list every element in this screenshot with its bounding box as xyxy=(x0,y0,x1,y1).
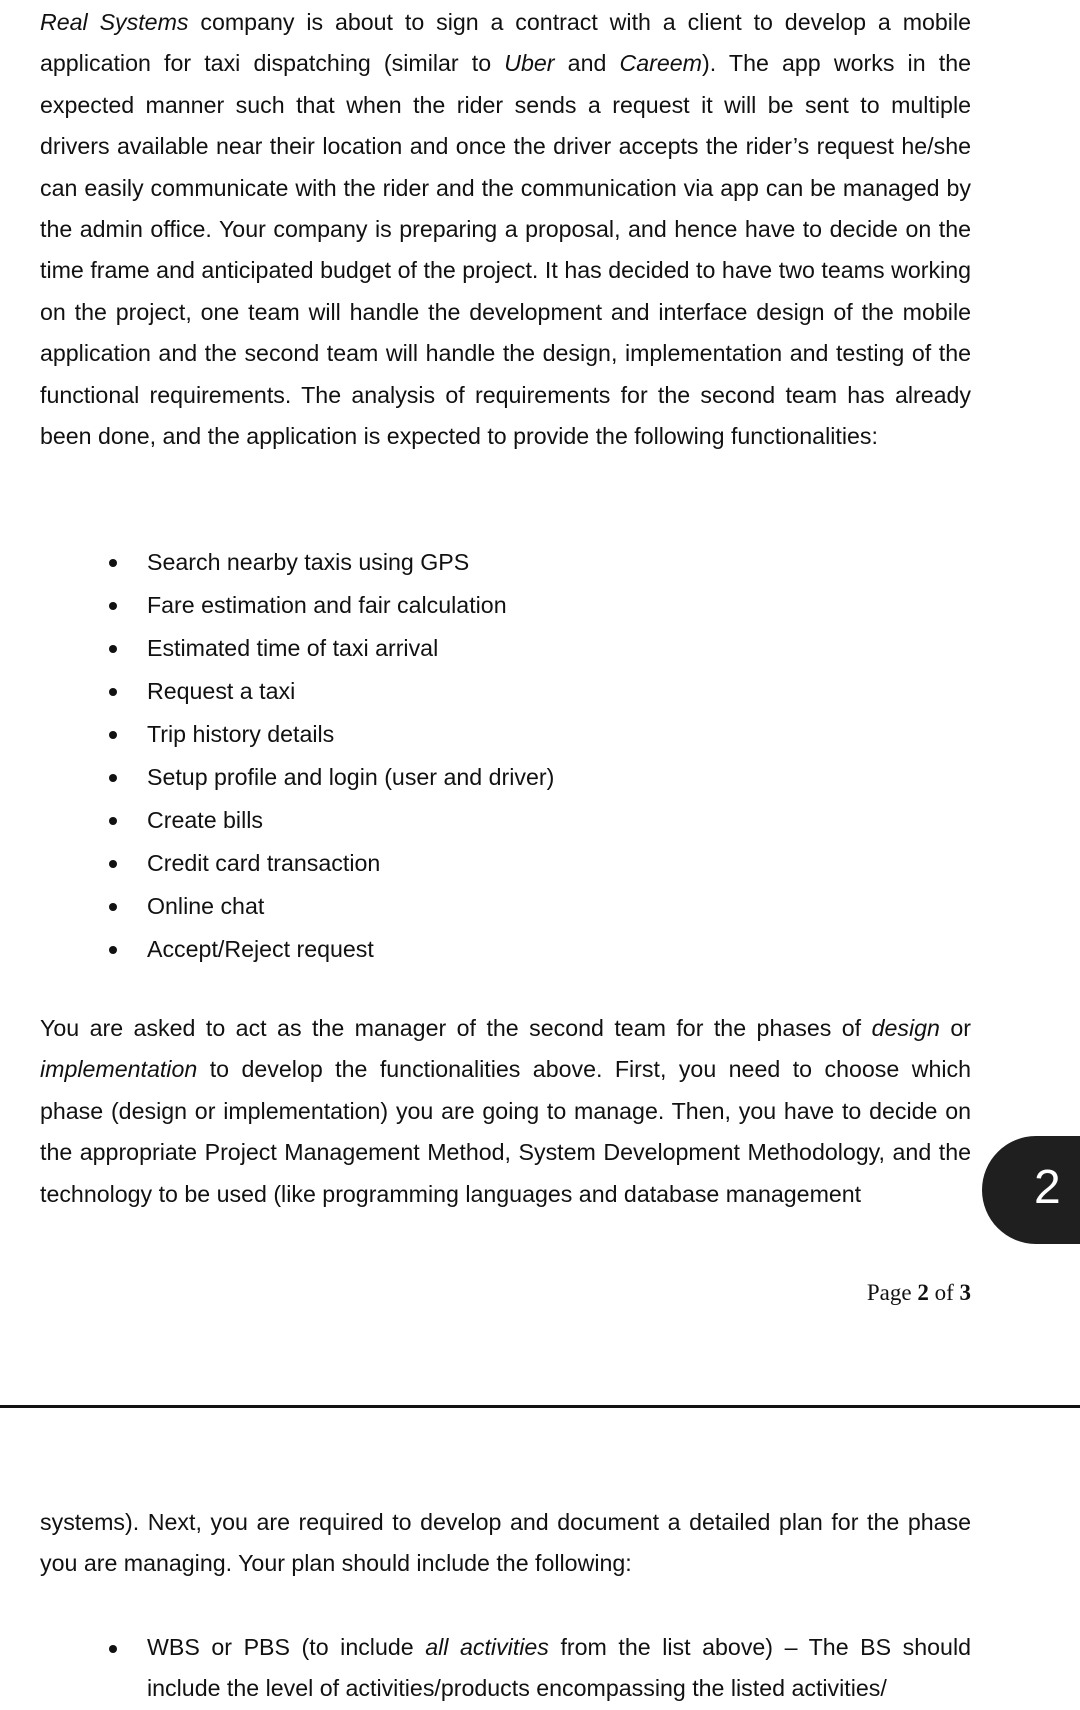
bullet-icon xyxy=(109,602,117,610)
phase-design: design xyxy=(871,1015,940,1041)
list-item-text: Estimated time of taxi arrival xyxy=(147,635,439,661)
bullet-icon xyxy=(109,817,117,825)
list-item-text: Setup profile and login (user and driver) xyxy=(147,764,555,790)
footer-total-pages: 3 xyxy=(959,1280,971,1305)
plan-emphasis: all activities xyxy=(425,1634,549,1660)
list-item-text: Create bills xyxy=(147,807,263,833)
list-item-text: Request a taxi xyxy=(147,678,296,704)
footer-middle: of xyxy=(928,1280,960,1305)
list-item-text: Accept/Reject request xyxy=(147,936,374,962)
list-item-text: Online chat xyxy=(147,893,265,919)
list-item xyxy=(0,541,900,584)
task-text-a: You are asked to act as the manager of the second team for the phases of xyxy=(40,1015,872,1041)
list-item xyxy=(0,928,900,971)
example-uber: Uber xyxy=(504,50,555,77)
list-item xyxy=(0,584,900,627)
plan-list-item-text xyxy=(147,1627,971,1710)
company-name: Real Systems xyxy=(40,9,189,35)
bullet-icon xyxy=(109,688,117,696)
footer-prefix: Page xyxy=(866,1280,918,1305)
continuation-paragraph: systems). Next, you are required to develop and document a detailed plan for the phase you are managing. Your plan should include the following: xyxy=(40,1509,971,1577)
bullet-icon xyxy=(109,731,117,739)
bullet-icon xyxy=(109,946,117,954)
list-item xyxy=(0,670,900,713)
list-item xyxy=(0,713,900,756)
intro-text-b: and xyxy=(554,50,620,77)
list-item xyxy=(0,756,900,799)
list-item-text: Fare estimation and fair calculation xyxy=(147,592,507,618)
intro-text-c: ). The app works in the expected manner such that when the rider sends a request it will be sent to multiple drivers available near their location and once the driver accepts the rider’s request he/she can easily communicate with the rider and the communication via app can be managed by the admin office. Your company is preparing a proposal, and hence have to decide on the time frame and anticipated budget of the project. It has decided to have two teams working on the project, one team will handle the development and interface design of the mobile application and the second team will handle the design, implementation and testing of the functional requirements. The analysis of requirements for the second team has already been done, and the application is expected to provide the following functionalities: xyxy=(40,50,971,450)
phase-implementation: implementation xyxy=(40,1056,198,1083)
list-item xyxy=(0,627,900,670)
list-item-text: Trip history details xyxy=(147,721,335,747)
intro-paragraph xyxy=(40,2,971,457)
page-number-tab-label: 2 xyxy=(1034,1161,1061,1214)
task-paragraph xyxy=(40,1008,971,1215)
intro-text-a: company is about to sign a contract with a client to develop a mobile application for taxi dispatching (similar to xyxy=(40,9,972,77)
list-item-text: Search nearby taxis using GPS xyxy=(147,549,470,575)
bullet-icon xyxy=(109,645,117,653)
example-careem: Careem xyxy=(619,50,703,77)
plan-text-a: WBS or PBS (to include xyxy=(147,1634,426,1660)
plan-text-b: from the list above) – The BS should include the level of activities/products encompassing the listed activities/ xyxy=(147,1634,971,1702)
task-text-c: to develop the functionalities above. First, you need to choose which phase (design or implementation) you are going to manage. Then, you have to decide on the appropriate Project Management Method, System Development Methodology, and the technology to be used (like programming languages and database management xyxy=(40,1056,971,1207)
bullet-icon xyxy=(109,1645,117,1653)
task-text-b: or xyxy=(939,1015,971,1041)
list-item xyxy=(0,799,900,842)
page-footer xyxy=(867,1278,971,1308)
page-number-tab[interactable] xyxy=(982,1136,1080,1244)
footer-current-page: 2 xyxy=(917,1280,929,1305)
page-break-divider xyxy=(0,1405,1080,1408)
list-item xyxy=(0,885,900,928)
list-item-text: Credit card transaction xyxy=(147,850,381,876)
bullet-icon xyxy=(109,559,117,567)
bullet-icon xyxy=(109,774,117,782)
bullet-icon xyxy=(109,903,117,911)
list-item xyxy=(0,842,900,885)
bullet-icon xyxy=(109,860,117,868)
